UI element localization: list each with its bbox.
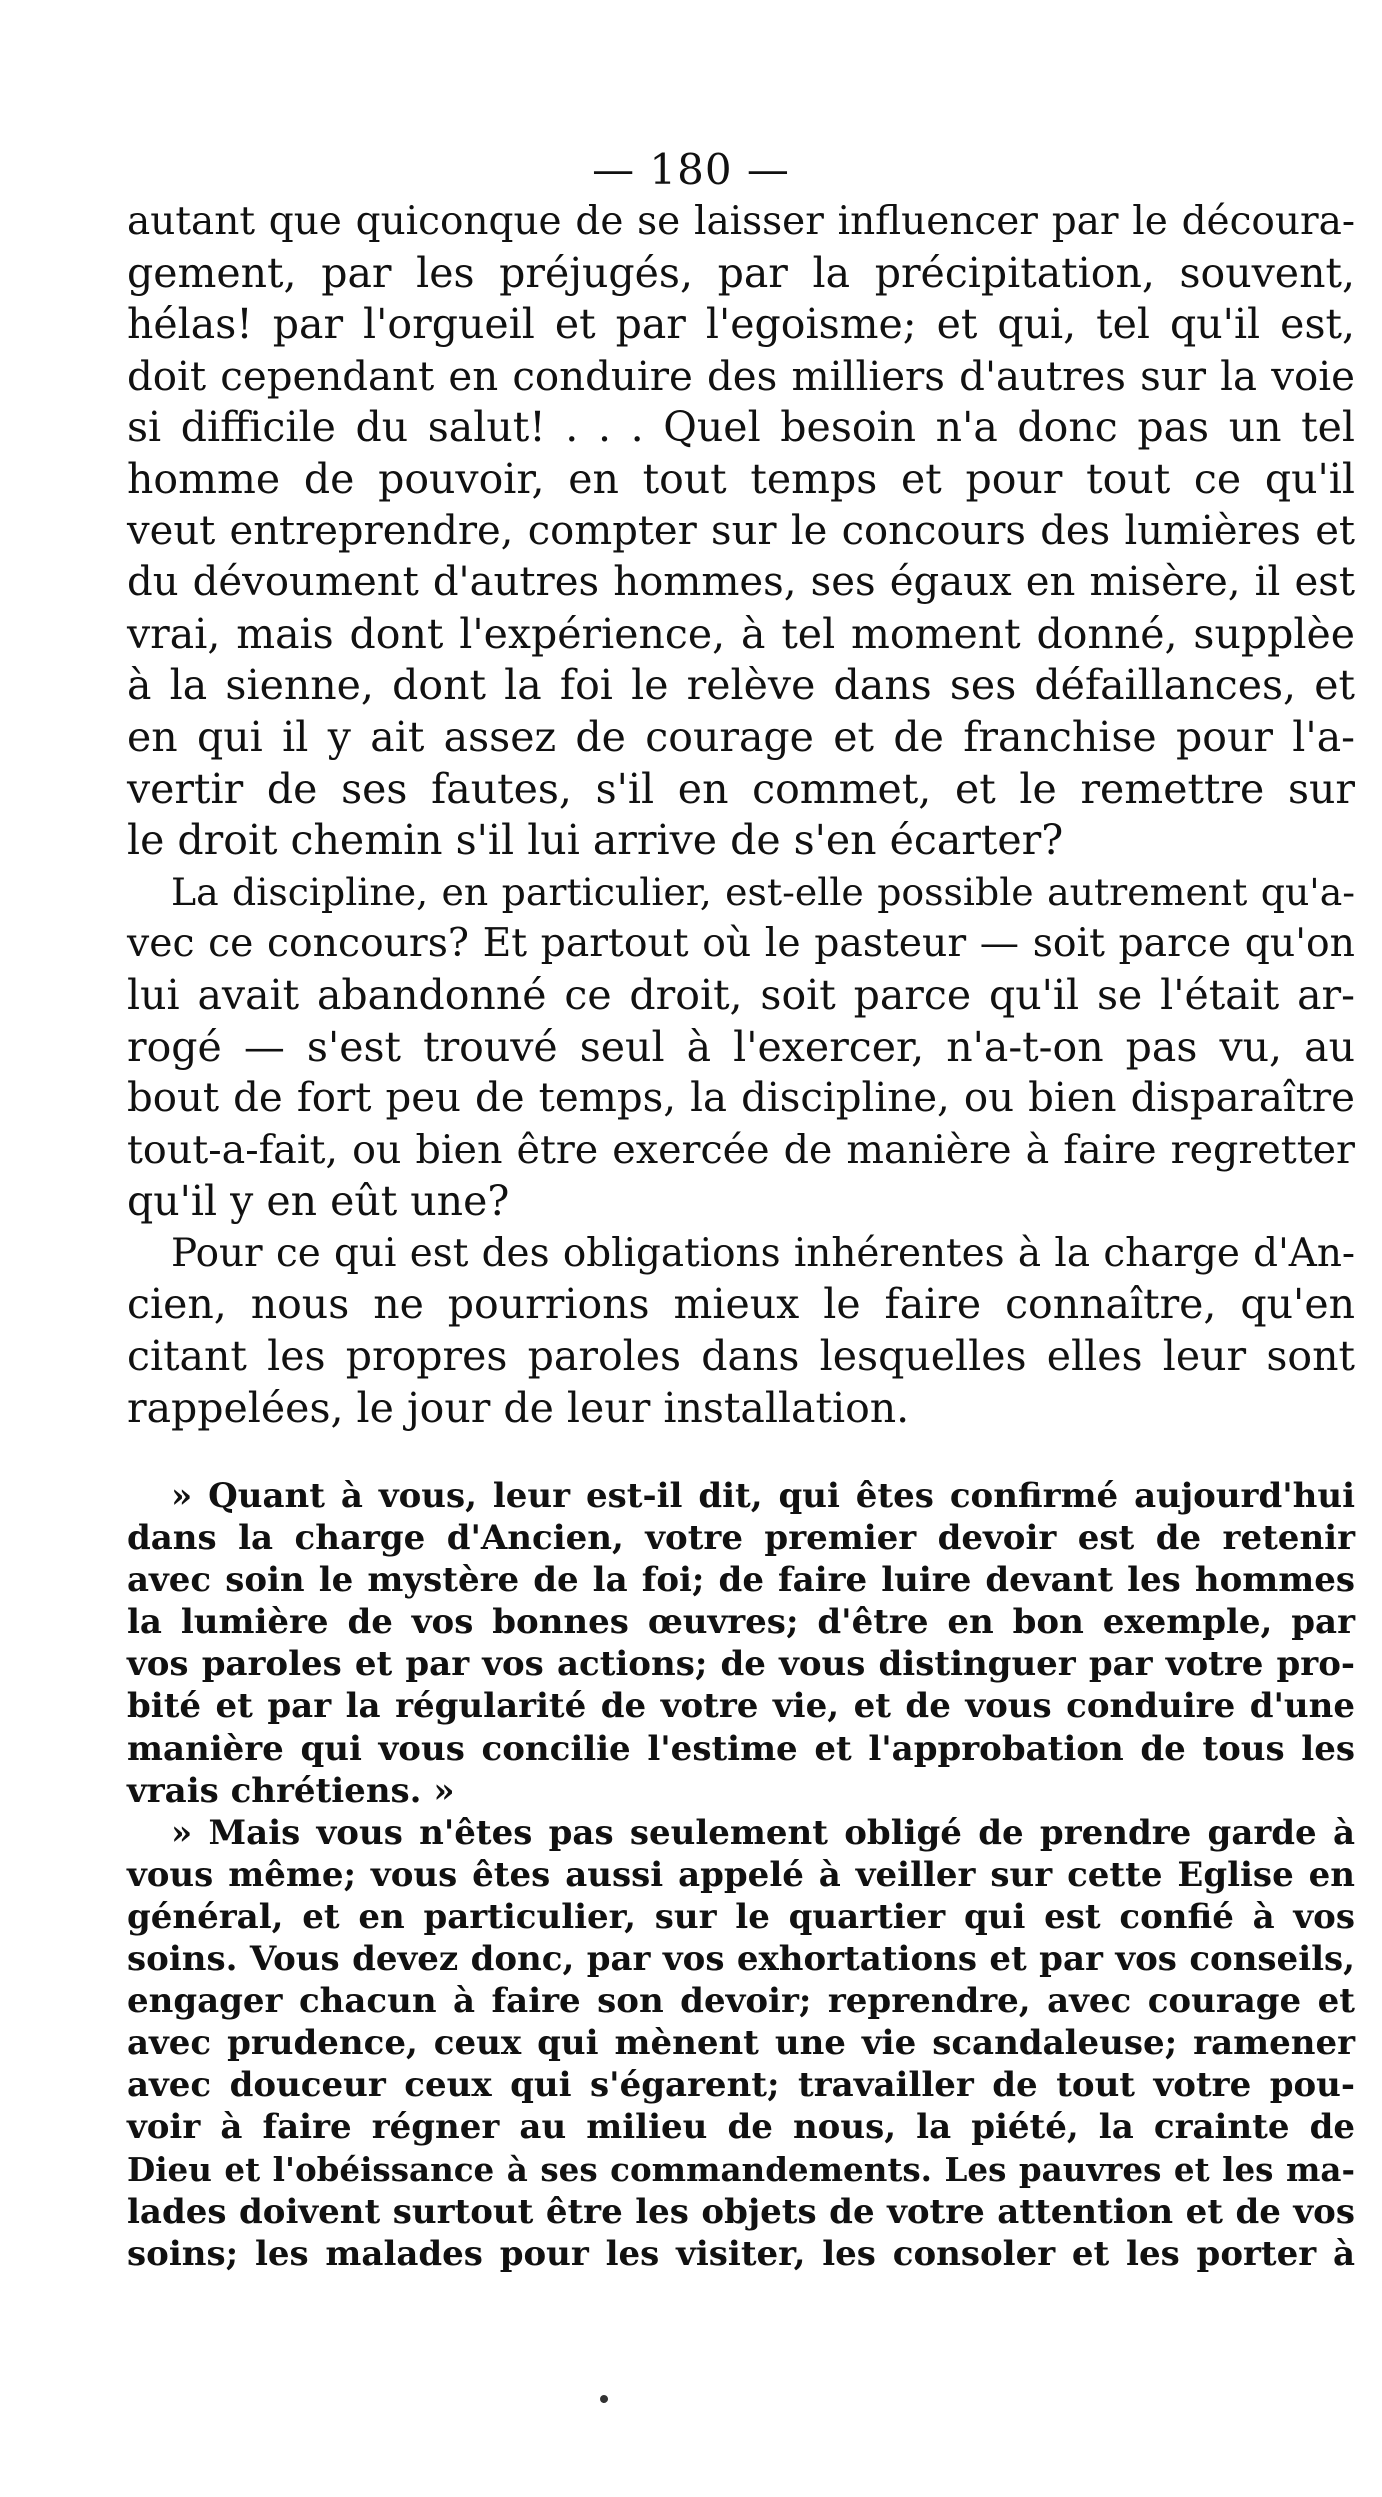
text-line: vec ce concours? Et partout où le pasteur — soit parce qu'on [127, 921, 1355, 967]
text-line: citant les propres paroles dans lesquelles elles leur sont [127, 1332, 1355, 1381]
text-line: gement, par les préjugés, par la précipitation, souvent, [127, 248, 1355, 297]
quote-line: avec soin le mystère de la foi; de faire luire devant les hommes [127, 1560, 1355, 1601]
text-line: Pour ce qui est des obligations inhérentes à la charge d'An- [171, 1230, 1355, 1276]
quote-line: vous même; vous êtes aussi appelé à veiller sur cette Eglise en [127, 1854, 1355, 1895]
quote-line: lades doivent surtout être les objets de votre attention et de vos [127, 2191, 1355, 2232]
text-line: hélas! par l'orgueil et par l'egoisme; et qui, tel qu'il est, [127, 300, 1355, 349]
text-line: en qui il y ait assez de courage et de franchise pour l'a- [127, 712, 1355, 761]
quote-line: » Mais vous n'êtes pas seulement obligé de prendre garde à [171, 1812, 1355, 1853]
main-text [127, 196, 1355, 1434]
text-line: vrai, mais dont l'expérience, à tel moment donné, supplèe [127, 609, 1355, 658]
ink-speck [599, 2394, 609, 2404]
quote-line: voir à faire régner au milieu de nous, la piété, la crainte de [127, 2107, 1355, 2148]
page-number: — 180 — [592, 145, 790, 194]
text-line: veut entreprendre, compter sur le concours des lumières et [127, 507, 1355, 554]
text-line: lui avait abandonné ce droit, soit parce qu'il se l'était ar- [127, 970, 1355, 1019]
quote-line: avec douceur ceux qui s'égarent; travailler de tout votre pou- [127, 2065, 1355, 2106]
quote-line: soins. Vous devez donc, par vos exhortations et par vos conseils, [127, 1939, 1355, 1980]
text-line: autant que quiconque de se laisser influencer par le découra- [127, 199, 1355, 244]
quote-line: vrais chrétiens. » [127, 1770, 455, 1811]
quote-line: Dieu et l'obéissance à ses commandements. Les pauvres et les ma- [127, 2149, 1355, 2189]
quote-line: manière qui vous concilie l'estime et l'approbation de tous les [127, 1728, 1355, 1769]
text-line: vertir de ses fautes, s'il en commet, et le remettre sur [127, 764, 1355, 813]
text-line: qu'il y en eût une? [127, 1177, 510, 1226]
quote-line: bité et par la régularité de votre vie, et de vous conduire d'une [127, 1686, 1355, 1727]
text-line: homme de pouvoir, en tout temps et pour tout ce qu'il [127, 454, 1355, 503]
text-line: si difficile du salut! . . . Quel besoin n'a donc pas un tel [127, 403, 1355, 452]
text-line: rappelées, le jour de leur installation. [127, 1383, 910, 1432]
text-line: à la sienne, dont la foi le relève dans ses défaillances, et [127, 661, 1355, 710]
quote-line: soins; les malades pour les visiter, les consoler et les porter à [127, 2233, 1355, 2274]
quoted-text [127, 1475, 1355, 2275]
quote-line: dans la charge d'Ancien, votre premier devoir est de retenir [127, 1518, 1355, 1559]
quote-line: avec prudence, ceux qui mènent une vie scandaleuse; ramener [127, 2023, 1355, 2064]
text-line: bout de fort peu de temps, la discipline, ou bien disparaître [127, 1075, 1355, 1122]
text-line: le droit chemin s'il lui arrive de s'en écarter? [127, 816, 1064, 865]
text-line: cien, nous ne pourrions mieux le faire connaître, qu'en [127, 1280, 1355, 1329]
text-line: du dévoument d'autres hommes, ses égaux en misère, il est [127, 559, 1355, 606]
quote-line: général, et en particulier, sur le quartier qui est confié à vos [127, 1896, 1355, 1937]
quote-line: vos paroles et par vos actions; de vous distinguer par votre pro- [127, 1644, 1355, 1685]
text-line: La discipline, en particulier, est-elle possible autrement qu'a- [171, 869, 1355, 914]
quote-line: la lumière de vos bonnes œuvres; d'être en bon exemple, par [127, 1602, 1355, 1643]
quote-line: » Quant à vous, leur est-il dit, qui êtes confirmé aujourd'hui [171, 1476, 1355, 1516]
text-line: tout-a-fait, ou bien être exercée de manière à faire regretter [127, 1126, 1355, 1173]
quote-line: engager chacun à faire son devoir; reprendre, avec courage et [127, 1981, 1355, 2022]
text-line: rogé — s'est trouvé seul à l'exercer, n'a-t-on pas vu, au [127, 1022, 1355, 1071]
text-line: doit cependant en conduire des milliers d'autres sur la voie [127, 352, 1355, 400]
